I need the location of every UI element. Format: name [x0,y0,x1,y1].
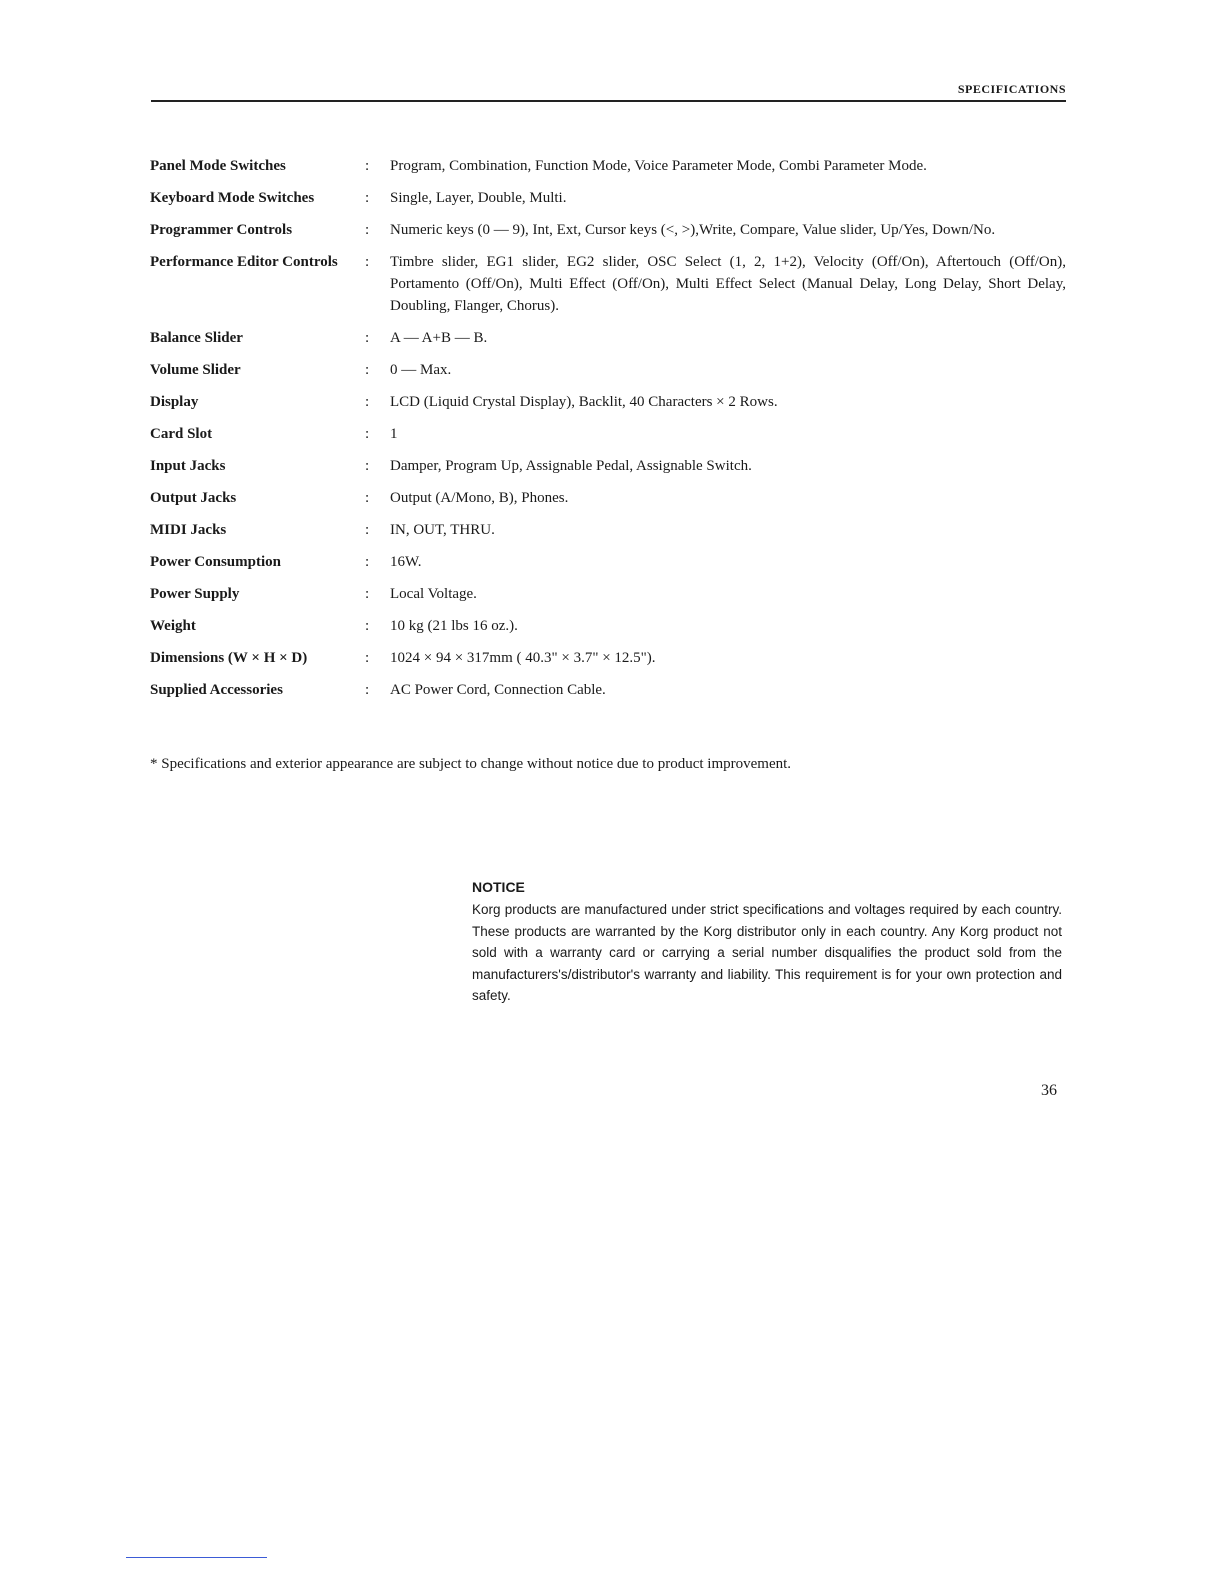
spec-colon: : [365,458,370,474]
notice-body: Korg products are manufactured under strict specifications and voltages required by each country. These products are warranted by the Korg distributor only in each country. Any Korg product not sold with a warranty card or carrying a serial number disqualifies the product sold from the manufacturers's/distributor's warranty and liability. This requirement is for your own protection and safety. [472,902,1062,1003]
spec-label: MIDI Jacks [150,522,227,538]
specifications-list [150,155,1066,711]
spec-row [150,679,1066,701]
spec-value: Program, Combination, Function Mode, Voice Parameter Mode, Combi Parameter Mode. [390,158,927,174]
spec-label: Dimensions (W × H × D) [150,650,308,666]
spec-row [150,423,1066,445]
spec-row [150,583,1066,605]
spec-value: Local Voltage. [390,586,477,602]
spec-colon: : [365,586,370,602]
spec-value: AC Power Cord, Connection Cable. [390,682,606,698]
bottom-rule [126,1557,267,1558]
spec-label: Programmer Controls [150,222,293,238]
spec-value: Output (A/Mono, B), Phones. [390,490,569,506]
spec-colon: : [365,618,370,634]
header-title: SPECIFICATIONS [957,82,1066,96]
spec-colon: : [365,522,370,538]
spec-label: Keyboard Mode Switches [150,190,315,206]
spec-colon: : [365,222,370,238]
spec-label: Panel Mode Switches [150,158,286,174]
spec-colon: : [365,254,370,270]
spec-label: Card Slot [150,426,213,442]
notice-block [472,879,1062,1007]
notice-title: NOTICE [472,879,525,895]
spec-row [150,551,1066,573]
header-rule [151,100,1066,102]
spec-value: Timbre slider, EG1 slider, EG2 slider, OSC Select (1, 2, 1+2), Velocity (Off/On), Aftertouch (Off/On), Portamento (Off/On), Multi Effect (Off/On), Multi Effect Select (Manual Delay, Long Delay, Short Delay, Doubling, Flanger, Chorus). [390,254,1066,314]
spec-value: LCD (Liquid Crystal Display), Backlit, 40 Characters × 2 Rows. [390,394,778,410]
spec-colon: : [365,426,370,442]
footnote: * Specifications and exterior appearance are subject to change without notice due to product improvement. [150,756,792,772]
spec-colon: : [365,158,370,174]
spec-value: Single, Layer, Double, Multi. [390,190,567,206]
spec-value: A — A+B — B. [390,330,488,346]
spec-colon: : [365,394,370,410]
spec-row [150,219,1066,241]
spec-label: Performance Editor Controls [150,254,338,270]
spec-row [150,519,1066,541]
spec-row [150,391,1066,413]
spec-value: 10 kg (21 lbs 16 oz.). [390,618,518,634]
spec-label: Display [150,394,199,410]
spec-label: Output Jacks [150,490,237,506]
spec-row [150,359,1066,381]
spec-row [150,251,1066,317]
spec-colon: : [365,490,370,506]
spec-value: 1024 × 94 × 317mm ( 40.3" × 3.7" × 12.5"). [390,650,656,666]
spec-label: Balance Slider [150,330,243,346]
spec-value: IN, OUT, THRU. [390,522,495,538]
spec-row [150,155,1066,177]
spec-label: Power Consumption [150,554,281,570]
spec-row [150,327,1066,349]
spec-value: Numeric keys (0 — 9), Int, Ext, Cursor keys (<, >),Write, Compare, Value slider, Up/Yes, Down/No. [390,222,996,238]
spec-colon: : [365,190,370,206]
spec-colon: : [365,650,370,666]
spec-value: 0 — Max. [390,362,452,378]
spec-colon: : [365,330,370,346]
spec-label: Weight [150,618,196,634]
spec-value: Damper, Program Up, Assignable Pedal, Assignable Switch. [390,458,752,474]
spec-label: Power Supply [150,586,240,602]
spec-row [150,647,1066,669]
spec-row [150,615,1066,637]
spec-label: Supplied Accessories [150,682,283,698]
spec-colon: : [365,554,370,570]
spec-row [150,487,1066,509]
spec-row [150,455,1066,477]
page-number: 36 [1041,1082,1057,1099]
spec-colon: : [365,682,370,698]
spec-row [150,187,1066,209]
spec-colon: : [365,362,370,378]
spec-label: Volume Slider [150,362,241,378]
spec-value: 1 [390,426,398,442]
spec-label: Input Jacks [150,458,226,474]
spec-value: 16W. [390,554,422,570]
